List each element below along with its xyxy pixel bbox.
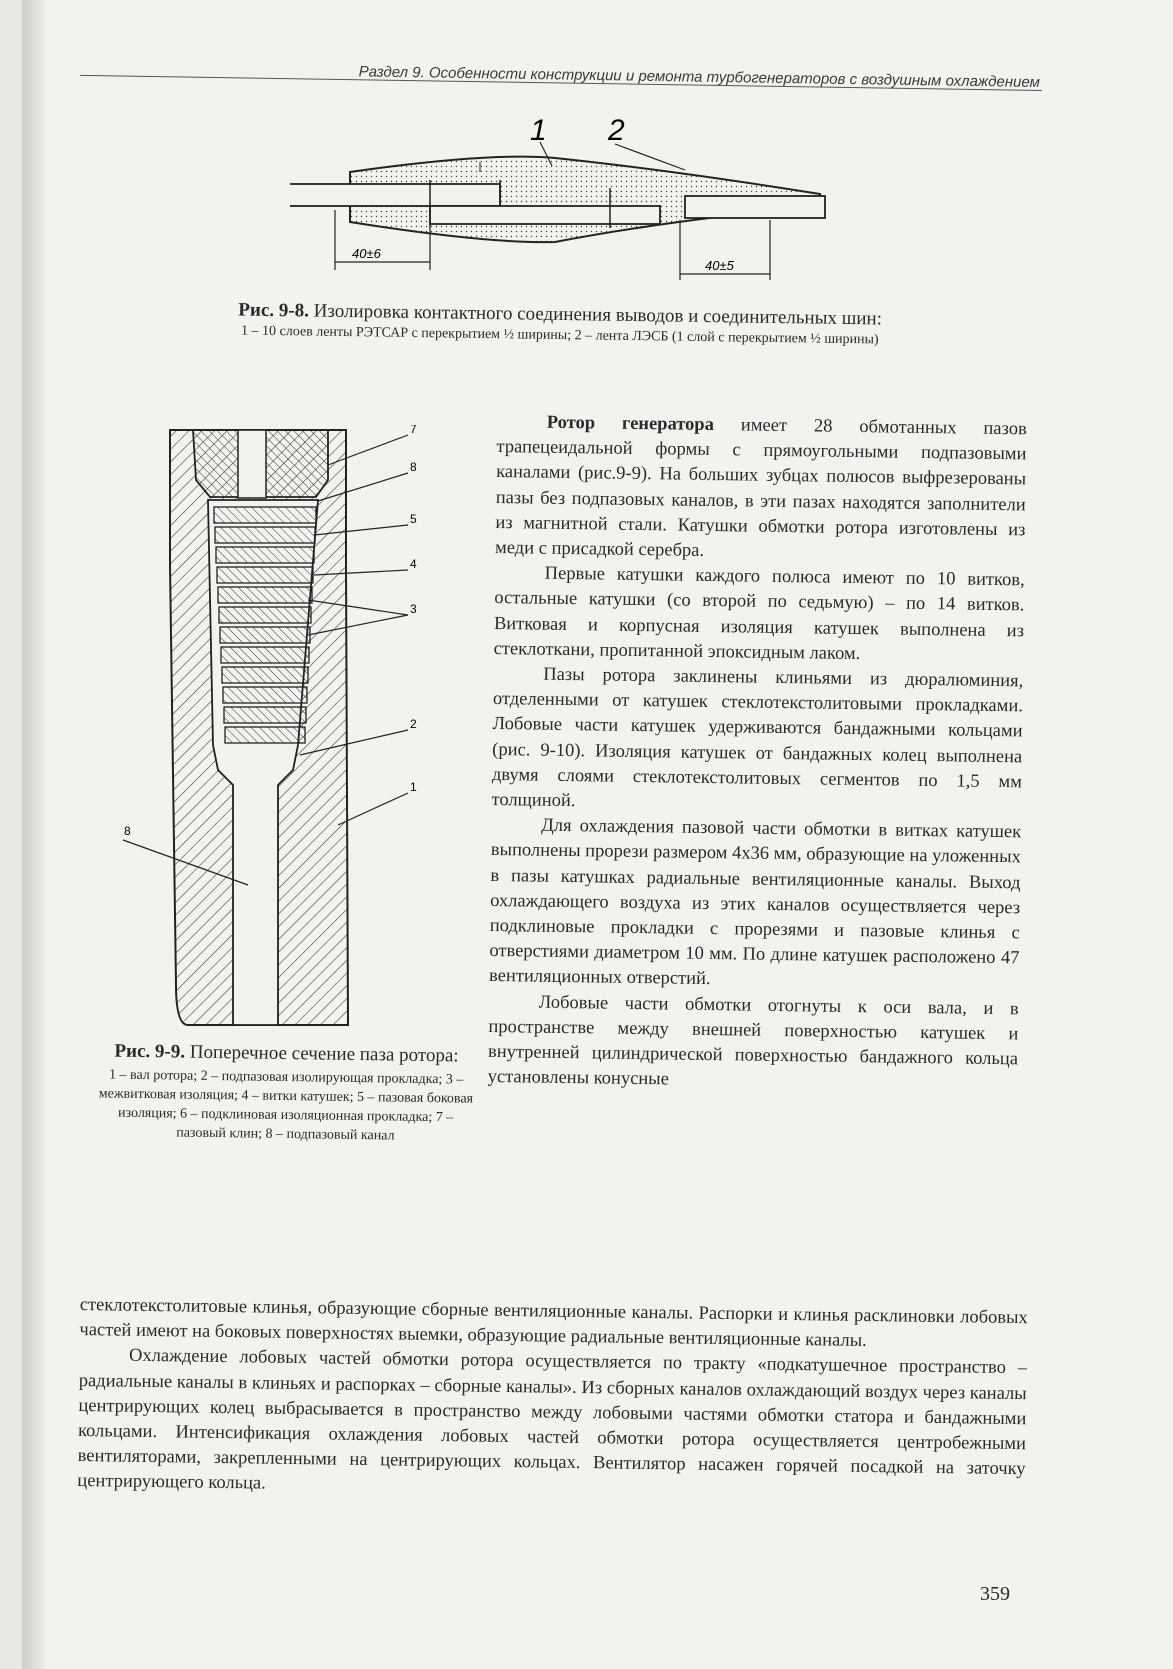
paragraph-5-end: стеклотекстолитовые клинья, образующие сборные вентиляционные каналы. Распорки и клинья расклиновки лобовых частей имеют на боковых поверхностях выемки, образующие радиальные вентиляционные каналы. xyxy=(79,1294,1028,1352)
paragraph-1-text: имеет 28 обмотанных пазов трапецеидальной формы с прямоугольными подпазовыми каналами (рис.9-9). На больших зубцах полюсов выфрезерованы пазы без подпазовых каналов, в эти пазах находятся заполнители из магнитной стали. Катушки обмотки ротора изготовлены из меди с присадкой серебра. xyxy=(494,415,1027,561)
callout-2: 2 xyxy=(608,114,625,147)
caption-title: Поперечное сечение паза ротора: xyxy=(189,1041,459,1067)
page-binding-shadow xyxy=(22,0,48,1669)
figure-9-8-drawing xyxy=(290,110,850,300)
dimension-right: 40±5 xyxy=(705,258,734,273)
page-number: 359 xyxy=(980,1583,1010,1605)
callout-5: 5 xyxy=(410,512,417,526)
paragraph-1 xyxy=(495,410,1027,569)
paragraph-6: Охлаждение лобовых частей обмотки ротора осуществляется по тракту «подкатушечное пространство – радиальные каналы в клиньях и распорках – сборные каналы». Из сборных каналов охлаждающий воздух через каналы центрирующих колец выбрасывается в пространство между лобовыми частями обмотки статора и бандажными кольцами. Интенсификация охлаждения лобовых частей обмотки ротора осуществляется центробежными вентиляторами, закрепленными на центрирующих кольцах. Вентилятор насажен горячей посадкой на заточку центрирующего кольца. xyxy=(77,1346,1028,1495)
paragraph-3: Пазы ротора заклинены клиньями из дюралюминия, отделенными от катушек стеклотекстолитовыми прокладками. Лобовые части катушек удерживаются бандажными кольцами (рис. 9-10). Изоляция катушек от бандажных колец выполнена двумя слоями стеклотекстолитовых сегментов по 1,5 мм толщиной. xyxy=(491,664,1024,812)
callout-8-bottom: 8 xyxy=(124,824,131,838)
dimension-left: 40±6 xyxy=(352,246,381,261)
paragraph-1-lead: Ротор генератора xyxy=(546,412,715,436)
paragraph-5-start: Лобовые части обмотки отогнуты к оси вала, и в пространстве между внешней поверхностью катушек и внутренней цилиндрической поверхностью бандажного кольца установлены конусные xyxy=(487,992,1019,1090)
callout-2: 2 xyxy=(410,717,417,731)
right-column-text xyxy=(487,410,1026,1098)
caption-title: Изолировка контактного соединения выводов и соединительных шин: xyxy=(313,300,883,330)
caption-description: 1 – вал ротора; 2 – подпазовая изолирующая прокладка; 3 – межвитковая изоляция; 4 – витки катушек; 5 – пазовая боковая изоляция; 6 – подклиновая изоляционная прокладка; 7 – пазовый клин; 8 – подпазовый канал xyxy=(98,1067,474,1144)
callout-8-top: 8 xyxy=(410,460,417,474)
callout-3: 3 xyxy=(410,602,417,616)
figure-9-9-caption xyxy=(95,1039,476,1146)
callout-4: 4 xyxy=(410,557,417,571)
paragraph-2: Первые катушки каждого полюса имеют по 10 витков, остальные катушки (со второй по седьмую) – по 14 витков. Витковая и корпусная изоляция катушек выполнена из стеклоткани, пропитанной эпоксидным лаком. xyxy=(493,563,1025,664)
running-header: Раздел 9. Особенности конструкции и ремонта турбогенераторов с воздушным охлаждением xyxy=(358,63,1040,91)
callout-1: 1 xyxy=(410,780,417,794)
caption-description: 1 – 10 слоев ленты РЭТСАР с перекрытием ½ ширины; 2 – лента ЛЭСБ (1 слой с перекрытием ½ ширины) xyxy=(240,323,879,348)
full-width-text xyxy=(77,1293,1028,1508)
caption-label: Рис. 9-8. xyxy=(238,299,310,322)
caption-label: Рис. 9-9. xyxy=(114,1040,186,1063)
paragraph-4: Для охлаждения пазовой части обмотки в витках катушек выполнены прорези размером 4х36 мм, образующие на уложенных в пазы катушках радиальные вентиляционные каналы. Выход охлаждающего воздуха из этих каналов осуществляется через подклиновые прокладки с прорезями и пазовые клинья с отверстиями диаметром 10 мм. По длине катушек расположено 47 вентиляционных отверстий. xyxy=(488,815,1022,990)
callout-1: 1 xyxy=(530,114,547,147)
figure-9-9-drawing xyxy=(118,425,448,1030)
callout-7: 7 xyxy=(410,425,417,436)
